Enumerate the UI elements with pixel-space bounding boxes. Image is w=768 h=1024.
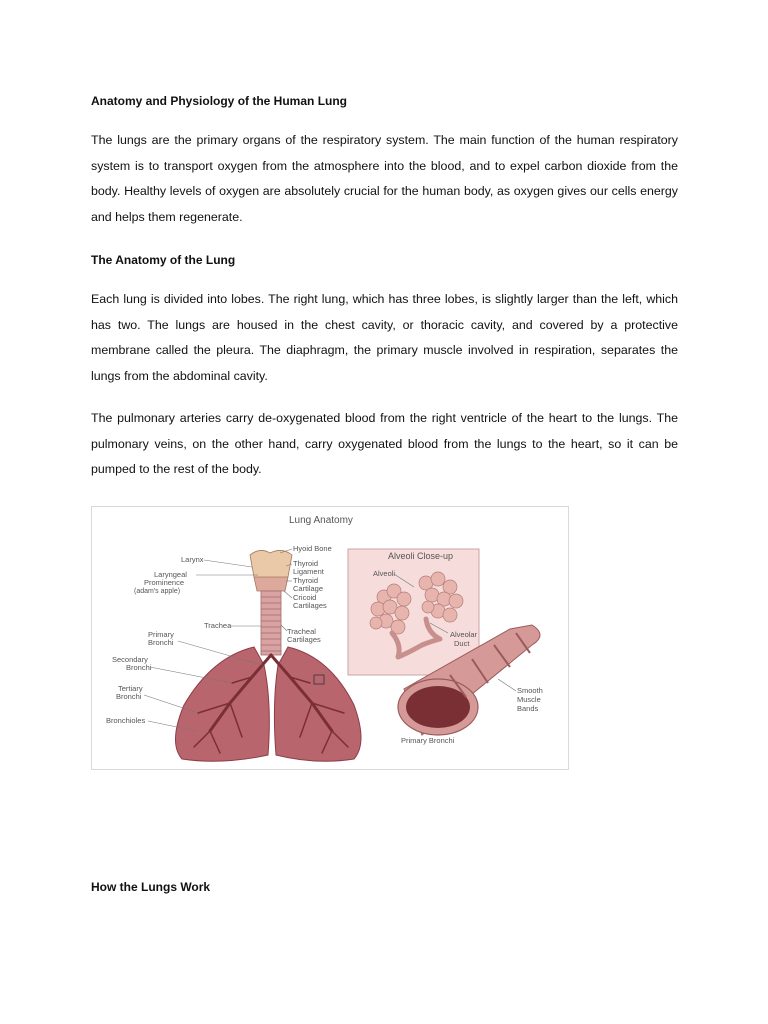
label-laryngeal-1: Laryngeal <box>154 570 187 579</box>
label-smooth-muscle-2: Muscle <box>517 695 541 704</box>
label-cricoid-2: Cartilages <box>293 601 327 610</box>
intro-paragraph: The lungs are the primary organs of the respiratory system. The main function of the human respiratory system is to transport oxygen from the atmosphere into the blood, and to expel carbon dioxide from the body. Healthy levels of oxygen are absolutely crucial for the human body, as oxygen gives our cells energy and helps them regenerate. <box>91 133 678 224</box>
section-heading-anatomy: The Anatomy of the Lung <box>91 253 236 267</box>
larynx-icon <box>250 550 292 591</box>
label-smooth-muscle-3: Bands <box>517 704 539 713</box>
label-alveoli: Alveoli <box>373 569 396 578</box>
label-primary-bronchi-2: Bronchi <box>148 638 174 647</box>
label-larynx: Larynx <box>181 555 204 564</box>
label-secondary-bronchi-1: Secondary <box>112 655 148 664</box>
trachea-icon <box>261 591 281 655</box>
label-primary-bronchi-caption: Primary Bronchi <box>401 736 455 745</box>
section-heading-how-lungs-work: How the Lungs Work <box>91 880 211 894</box>
label-tracheal-cartilages-2: Cartilages <box>287 635 321 644</box>
label-secondary-bronchi-2: Bronchi <box>126 663 152 672</box>
label-hyoid-bone: Hyoid Bone <box>293 544 332 553</box>
label-laryngeal-3: (adam's apple) <box>134 588 181 595</box>
anatomy-paragraph-2: The pulmonary arteries carry de-oxygenated blood from the right ventricle of the heart to the lungs. The pulmonary veins, on the other hand, carry oxygenated blood from the lungs to the heart, so it can be pumped to the rest of the body. <box>91 411 678 477</box>
left-lung-icon <box>175 647 269 761</box>
label-thyroid-cartilage-2: Cartilage <box>293 584 324 593</box>
label-bronchioles: Bronchioles <box>106 716 146 725</box>
label-tertiary-bronchi-2: Bronchi <box>116 692 142 701</box>
anatomy-paragraph-1: Each lung is divided into lobes. The right lung, which has three lobes, is slightly larger than the left, which has two. The lungs are housed in the chest cavity, or thoracic cavity, and covered by a protective membrane called the pleura. The diaphragm, the primary muscle involved in respiration, separates the lungs from the abdominal cavity. <box>91 292 678 383</box>
label-alveolar-duct-2: Duct <box>454 639 470 648</box>
lung-anatomy-illustration <box>92 507 568 769</box>
label-trachea: Trachea <box>204 621 232 630</box>
label-tertiary-bronchi-1: Tertiary <box>118 684 143 693</box>
label-cricoid-1: Cricoid <box>293 593 317 602</box>
label-thyroid-ligament-1: Thyroid <box>293 559 319 568</box>
label-tracheal-cartilages-1: Tracheal <box>287 627 316 636</box>
label-primary-bronchi-1: Primary <box>148 630 174 639</box>
figure-title: Lung Anatomy <box>289 515 353 526</box>
document-title: Anatomy and Physiology of the Human Lung <box>91 94 348 108</box>
label-smooth-muscle-1: Smooth <box>517 686 543 695</box>
label-thyroid-ligament-2: Ligament <box>293 567 324 576</box>
lung-anatomy-figure <box>91 506 569 770</box>
alveoli-inset-box <box>348 549 479 675</box>
inset-title: Alveoli Close-up <box>388 551 454 561</box>
label-thyroid-cartilage-1: Thyroid <box>293 576 319 585</box>
label-alveolar-duct-1: Alveolar <box>450 630 478 639</box>
label-laryngeal-2: Prominence <box>144 578 185 587</box>
